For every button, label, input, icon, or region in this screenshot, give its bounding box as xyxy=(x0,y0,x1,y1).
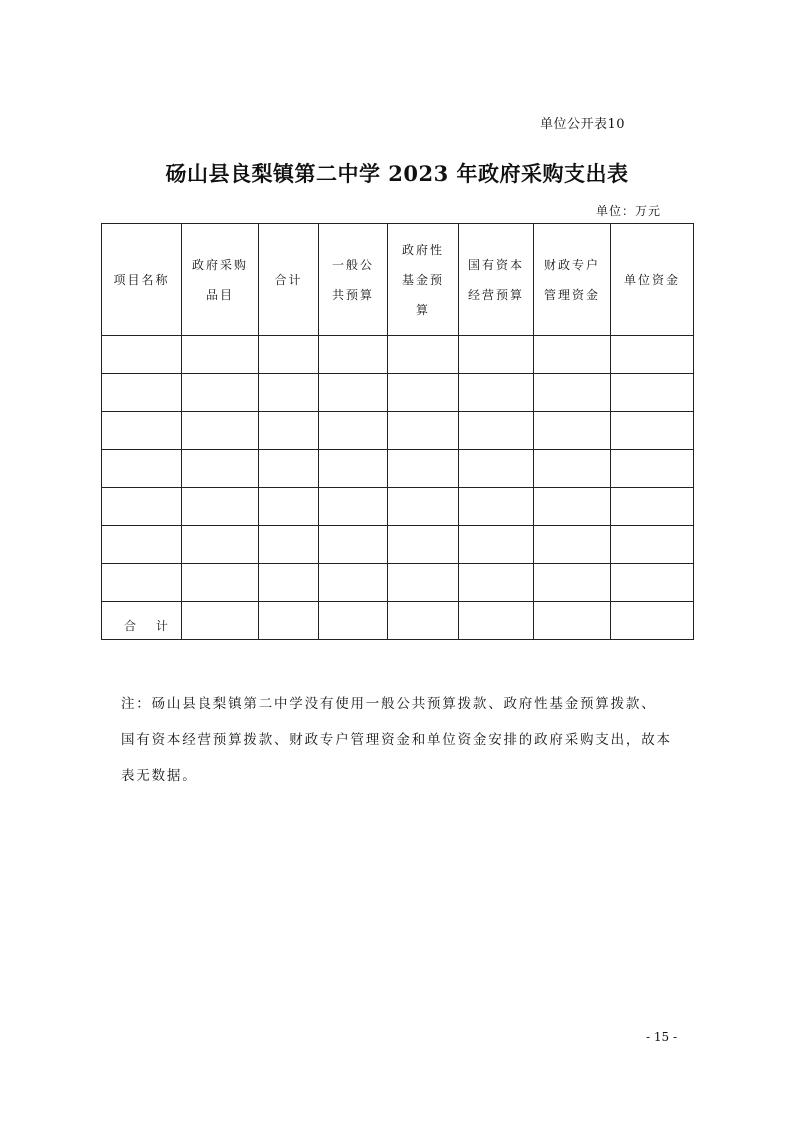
table-row xyxy=(102,564,694,602)
form-number: 单位公开表10 xyxy=(540,117,626,132)
table-cell xyxy=(611,526,694,564)
table-cell xyxy=(259,374,319,412)
table-cell xyxy=(102,412,182,450)
table-cell xyxy=(459,336,534,374)
table-cell xyxy=(259,526,319,564)
table-cell xyxy=(102,450,182,488)
table-header-row xyxy=(102,224,694,336)
column-header-line: 基金预 xyxy=(401,272,444,287)
table-cell xyxy=(319,412,388,450)
column-header-line: 共预算 xyxy=(331,287,374,302)
table-row xyxy=(102,336,694,374)
table-row xyxy=(102,488,694,526)
total-row xyxy=(102,602,694,640)
table-cell xyxy=(259,450,319,488)
table-cell xyxy=(102,374,182,412)
column-header-line: 国有资本 xyxy=(467,257,524,272)
table-cell xyxy=(319,374,388,412)
table-cell xyxy=(259,602,319,640)
note-line: 国有资本经营预算拨款、财政专户管理资金和单位资金安排的政府采购支出，故本 xyxy=(121,732,672,748)
column-header-line: 政府采购 xyxy=(191,257,248,272)
table-cell xyxy=(534,602,611,640)
table-cell xyxy=(534,336,611,374)
table-cell xyxy=(319,336,388,374)
table-cell xyxy=(534,526,611,564)
table-cell xyxy=(182,564,259,602)
table-cell xyxy=(319,526,388,564)
table-cell xyxy=(388,564,459,602)
table-cell xyxy=(182,336,259,374)
table-cell xyxy=(102,526,182,564)
table-cell xyxy=(459,374,534,412)
table-cell xyxy=(388,602,459,640)
table-cell xyxy=(182,450,259,488)
column-header-line: 品目 xyxy=(205,287,234,302)
column-header xyxy=(102,224,182,336)
unit-label: 单位：万元 xyxy=(596,204,662,218)
table-cell xyxy=(388,488,459,526)
column-header-line: 经营预算 xyxy=(467,287,524,302)
table-cell xyxy=(182,526,259,564)
table-cell xyxy=(319,450,388,488)
table-cell xyxy=(611,450,694,488)
table-cell xyxy=(259,336,319,374)
column-header xyxy=(611,224,694,336)
table-cell xyxy=(182,374,259,412)
table-cell xyxy=(534,450,611,488)
column-header xyxy=(319,224,388,336)
column-header-line: 政府性 xyxy=(401,242,444,257)
table-cell xyxy=(459,564,534,602)
table-cell xyxy=(611,412,694,450)
table-cell xyxy=(611,564,694,602)
table-cell xyxy=(534,564,611,602)
table-cell xyxy=(259,412,319,450)
table-cell xyxy=(182,488,259,526)
table-cell xyxy=(182,412,259,450)
table-cell xyxy=(388,336,459,374)
column-header-line: 算 xyxy=(415,302,430,317)
table-cell xyxy=(534,488,611,526)
column-header xyxy=(459,224,534,336)
table-cell xyxy=(319,488,388,526)
table-cell xyxy=(459,412,534,450)
column-header-line: 单位资金 xyxy=(623,272,680,287)
note-line: 注：砀山县良梨镇第二中学没有使用一般公共预算拨款、政府性基金预算拨款、 xyxy=(121,696,657,712)
table-cell xyxy=(102,564,182,602)
table-cell xyxy=(259,488,319,526)
column-header xyxy=(388,224,459,336)
procurement-table xyxy=(101,223,694,640)
table-row xyxy=(102,412,694,450)
column-header-line: 管理资金 xyxy=(543,287,600,302)
note-line: 表无数据。 xyxy=(121,768,198,784)
table-cell xyxy=(388,526,459,564)
column-header-line: 项目名称 xyxy=(113,272,170,287)
note xyxy=(121,686,681,794)
table-cell xyxy=(611,488,694,526)
table-cell xyxy=(388,374,459,412)
table-row xyxy=(102,526,694,564)
table-cell xyxy=(319,564,388,602)
table-row xyxy=(102,450,694,488)
column-header xyxy=(534,224,611,336)
table-cell xyxy=(611,602,694,640)
table-cell xyxy=(459,526,534,564)
table-row xyxy=(102,374,694,412)
page-title: 砀山县良梨镇第二中学 2023 年政府采购支出表 xyxy=(165,161,629,186)
table-cell xyxy=(611,374,694,412)
table-cell xyxy=(182,602,259,640)
table-cell xyxy=(259,564,319,602)
table-cell xyxy=(102,336,182,374)
table-cell xyxy=(459,450,534,488)
table-cell xyxy=(388,412,459,450)
column-header xyxy=(182,224,259,336)
page-number: - 15 - xyxy=(646,1030,678,1044)
table-cell xyxy=(611,336,694,374)
table-cell xyxy=(459,488,534,526)
column-header xyxy=(259,224,319,336)
total-label: 合 计 xyxy=(102,602,182,640)
table-cell xyxy=(319,602,388,640)
table-cell xyxy=(388,450,459,488)
table-cell xyxy=(534,412,611,450)
column-header-line: 一般公 xyxy=(331,257,374,272)
table-cell xyxy=(459,602,534,640)
column-header-line: 财政专户 xyxy=(543,257,600,272)
column-header-line: 合计 xyxy=(274,272,303,287)
table-cell xyxy=(534,374,611,412)
table-cell xyxy=(102,488,182,526)
